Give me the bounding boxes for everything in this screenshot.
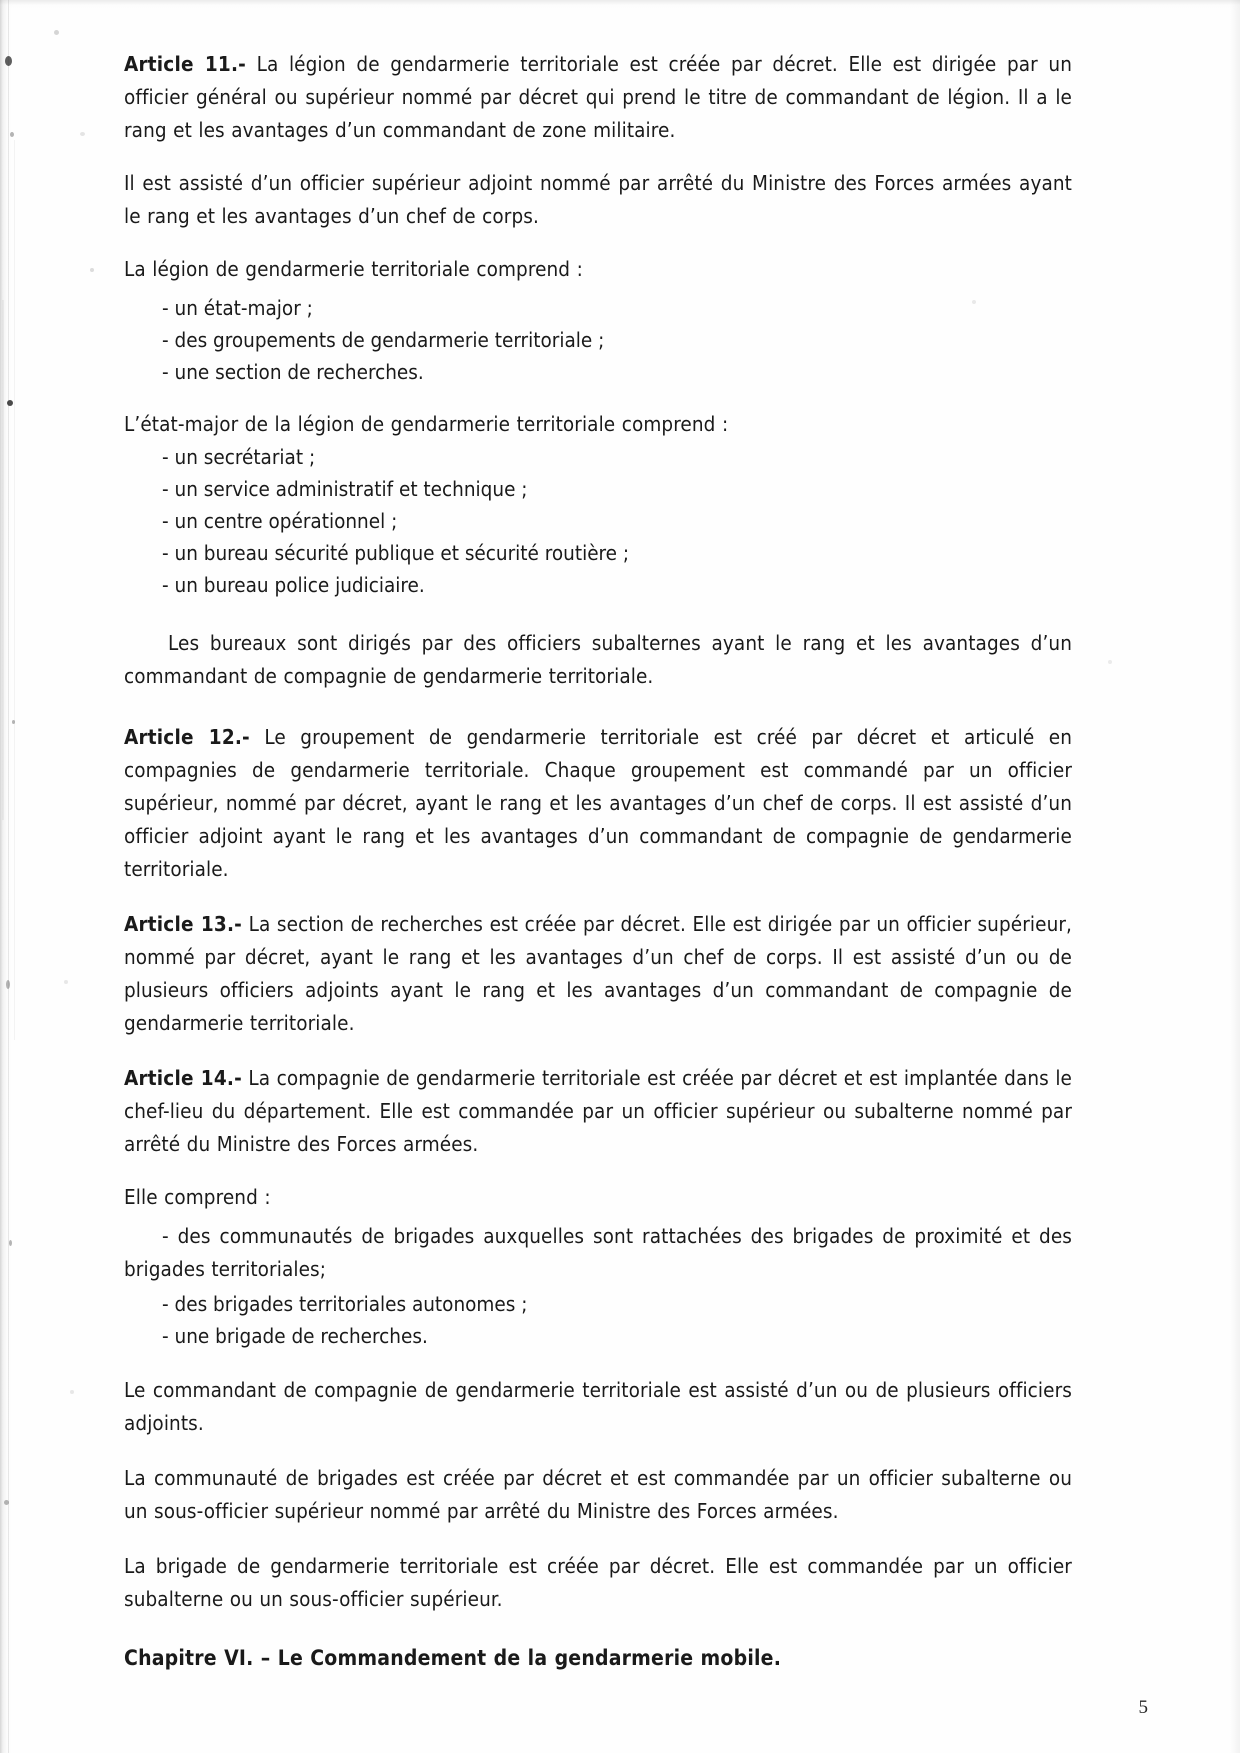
scan-speck bbox=[5, 56, 12, 66]
paragraph-article-11 bbox=[124, 48, 1072, 147]
scan-speck bbox=[80, 132, 85, 136]
paragraph-article-12 bbox=[124, 721, 1072, 886]
list-item: - un service administratif et technique ; bbox=[162, 477, 528, 501]
paragraph-etat-major-comprend: L’état-major de la légion de gendarmerie territoriale comprend : bbox=[124, 412, 729, 436]
list-item-text: - des communautés de brigades auxquelles sont rattachées des brigades de proximité et des brigades territoriales; bbox=[124, 1224, 1072, 1281]
paragraph-legion-comprend: La légion de gendarmerie territoriale comprend : bbox=[124, 257, 583, 281]
article-12-text: Le groupement de gendarmerie territoriale est créé par décret et articulé en compagnies de gendarmerie territoriale. Chaque groupement est commandé par un officier supérieur, nommé par décret, ayant le rang et les avantages d’un chef de corps. Il est assisté d’un officier adjoint ayant le rang et les avantages d’un commandant de compagnie de gendarmerie territoriale. bbox=[124, 725, 1072, 881]
article-11-text: La légion de gendarmerie territoriale est créée par décret. Elle est dirigée par un officier général ou supérieur nommé par décret qui prend le titre de commandant de légion. Il a le rang et les avantages d’un commandant de zone militaire. bbox=[124, 52, 1072, 142]
scan-speck bbox=[70, 1390, 74, 1394]
scan-edge-shadow-left bbox=[0, 0, 12, 1753]
list-etat-major-components bbox=[124, 441, 1072, 601]
scan-edge-shadow-right bbox=[1230, 0, 1240, 1753]
list-legion-components bbox=[124, 292, 1072, 388]
list-item: - un bureau police judiciaire. bbox=[162, 573, 425, 597]
scan-speck bbox=[10, 132, 14, 137]
scan-speck bbox=[7, 400, 13, 406]
list-item: - des brigades territoriales autonomes ; bbox=[162, 1292, 528, 1316]
paragraph-bureaux: Les bureaux sont dirigés par des officiers subalternes ayant le rang et les avantages d’un commandant de compagnie de gendarmerie territoriale. bbox=[124, 631, 1072, 688]
scan-speck bbox=[64, 980, 68, 984]
paragraph-commandant-compagnie: Le commandant de compagnie de gendarmerie territoriale est assisté d’un ou de plusieurs officiers adjoints. bbox=[124, 1378, 1072, 1435]
article-11-label: Article 11.- bbox=[124, 52, 247, 76]
article-13-text: La section de recherches est créée par décret. Elle est dirigée par un officier supérieur, nommé par décret, ayant le rang et les avantages d’un chef de corps. Il est assisté d’un ou de plusieurs officiers adjoints ayant le rang et les avantages d’un commandant de compagnie de gendarmerie territoriale. bbox=[124, 912, 1072, 1035]
chapter-heading: Chapitre VI. – Le Commandement de la gendarmerie mobile. bbox=[124, 1646, 782, 1670]
scan-streak bbox=[2, 300, 4, 820]
article-13-label: Article 13.- bbox=[124, 912, 243, 936]
scan-streak bbox=[14, 140, 15, 1040]
page-number: 5 bbox=[1138, 1697, 1148, 1718]
list-item: - une brigade de recherches. bbox=[162, 1324, 428, 1348]
list-item: - un centre opérationnel ; bbox=[162, 509, 398, 533]
paragraph-brigade-territoriale: La brigade de gendarmerie territoriale est créée par décret. Elle est commandée par un officier subalterne ou un sous-officier supérieur. bbox=[124, 1554, 1072, 1611]
list-item: - un état-major ; bbox=[162, 296, 313, 320]
list-item: - un secrétariat ; bbox=[162, 445, 316, 469]
scan-speck bbox=[4, 1500, 9, 1505]
list-compagnie-components bbox=[124, 1288, 1072, 1352]
article-14-label: Article 14.- bbox=[124, 1066, 242, 1090]
scan-speck bbox=[1108, 660, 1112, 664]
list-item: - des groupements de gendarmerie territoriale ; bbox=[162, 328, 605, 352]
scan-edge-shadow-top bbox=[0, 0, 1240, 10]
list-item-communautes-brigades bbox=[124, 1220, 1072, 1286]
article-14-text: La compagnie de gendarmerie territoriale est créée par décret et est implantée dans le chef-lieu du département. Elle est commandée par un officier supérieur ou subalterne nommé par arrêté du Ministre des Forces armées. bbox=[124, 1066, 1072, 1156]
scan-speck bbox=[6, 980, 10, 989]
paragraph-communaute-brigades: La communauté de brigades est créée par décret et est commandée par un officier subalterne ou un sous-officier supérieur nommé par arrêté du Ministre des Forces armées. bbox=[124, 1466, 1072, 1523]
paragraph-elle-comprend: Elle comprend : bbox=[124, 1185, 271, 1209]
paragraph-article-14 bbox=[124, 1062, 1072, 1161]
list-item: - une section de recherches. bbox=[162, 360, 424, 384]
document-body bbox=[124, 48, 1072, 1674]
article-12-label: Article 12.- bbox=[124, 725, 250, 749]
scan-speck bbox=[9, 1240, 12, 1246]
scan-speck bbox=[12, 720, 15, 724]
paragraph-article-13 bbox=[124, 908, 1072, 1040]
scan-streak bbox=[8, 0, 9, 1753]
scan-speck bbox=[54, 30, 59, 35]
scan-speck bbox=[90, 268, 94, 272]
paragraph-officier-adjoint: Il est assisté d’un officier supérieur adjoint nommé par arrêté du Ministre des Forces armées ayant le rang et les avantages d’un chef de corps. bbox=[124, 171, 1072, 228]
list-item: - un bureau sécurité publique et sécurité routière ; bbox=[162, 541, 630, 565]
